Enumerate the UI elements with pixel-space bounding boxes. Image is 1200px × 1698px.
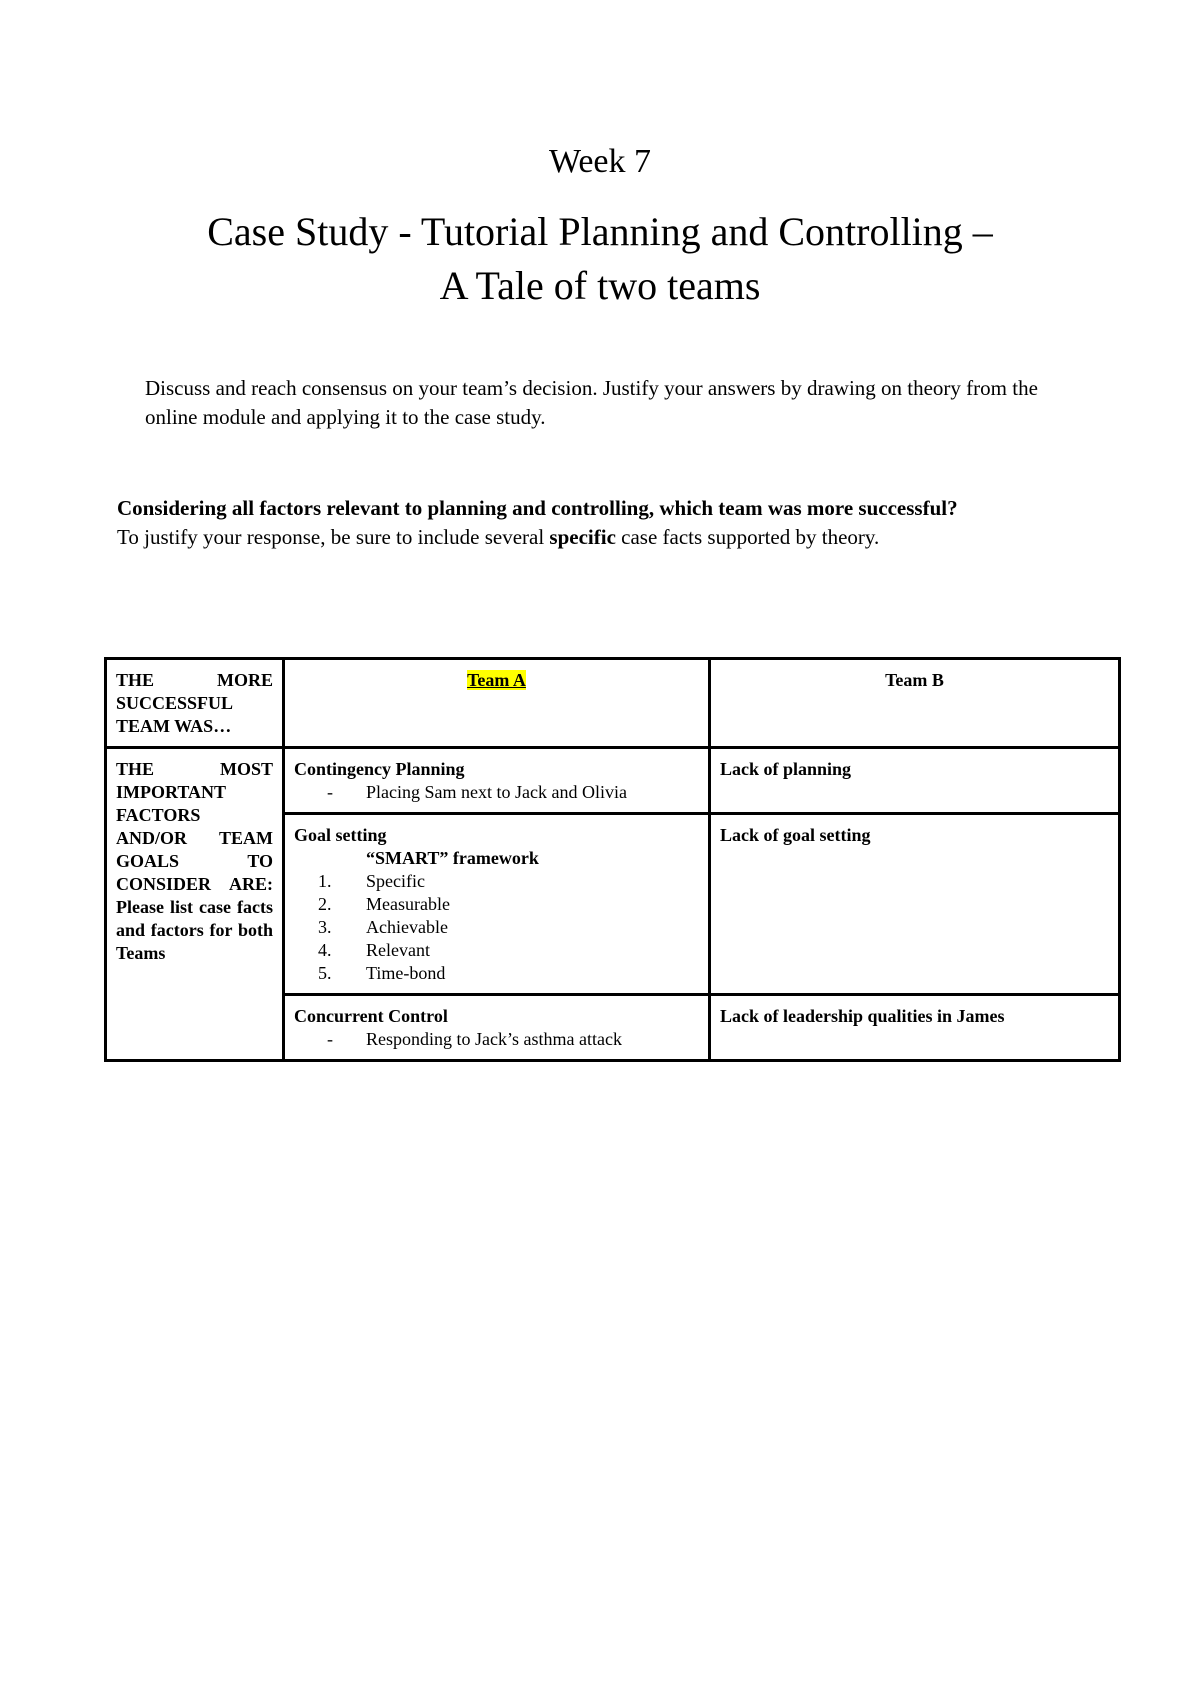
list-item-text: Responding to Jack’s asthma attack: [366, 1029, 622, 1049]
title-line-2: A Tale of two teams: [439, 263, 761, 308]
table-header-row: [106, 659, 1120, 748]
team-b-cell: [710, 748, 1120, 814]
factor-bullet-list: [294, 781, 699, 804]
team-a-cell: [284, 995, 710, 1061]
table-row: [106, 748, 1120, 814]
team-b-factor: Lack of leadership qualities in James: [720, 1006, 1005, 1026]
team-a-header-cell: [284, 659, 710, 748]
factor-heading: Goal setting: [294, 825, 387, 845]
list-item: [294, 962, 699, 985]
factor-heading: Contingency Planning: [294, 759, 465, 779]
team-a-cell: [284, 814, 710, 995]
intro-paragraph: Discuss and reach consensus on your team’s decision. Justify your answers by drawing on theory from the online module and applying it to the case study.: [145, 376, 1038, 429]
factor-heading: Concurrent Control: [294, 1006, 448, 1026]
dash-marker: -: [327, 1029, 333, 1049]
list-item: [294, 781, 699, 804]
team-b-factor: Lack of goal setting: [720, 825, 871, 845]
team-b-cell: [710, 814, 1120, 995]
factors-label-cell: [106, 748, 284, 1061]
list-number: 3.: [318, 917, 332, 937]
team-a-cell: [284, 748, 710, 814]
factors-label-instruction: Please list case facts and factors for both Teams: [116, 897, 273, 963]
team-comparison-table: [104, 657, 1121, 1062]
list-item-text: Time-bond: [366, 963, 446, 983]
more-successful-label: THE MORE SUCCESSFUL TEAM WAS…: [116, 670, 273, 736]
question-text: Considering all factors relevant to planning and controlling, which team was more successful?: [117, 496, 958, 520]
title-line-1: Case Study - Tutorial Planning and Controlling –: [207, 209, 993, 254]
week-label: Week 7: [548, 143, 652, 180]
list-item: [294, 939, 699, 962]
list-item: [294, 916, 699, 939]
list-number: 1.: [318, 871, 332, 891]
smart-framework-heading: “SMART” framework: [366, 848, 539, 868]
more-successful-label-cell: [106, 659, 284, 748]
list-item-text: Placing Sam next to Jack and Olivia: [366, 782, 627, 802]
justify-text-emphasis: specific: [549, 525, 616, 549]
dash-marker: -: [327, 782, 333, 802]
factors-label: [116, 758, 273, 965]
factors-label-bold: THE MOST IMPORTANT FACTORS AND/OR TEAM GOALS TO CONSIDER ARE:: [116, 759, 273, 894]
factor-bullet-list: [294, 1028, 699, 1051]
team-b-cell: [710, 995, 1120, 1061]
smart-list: [294, 870, 699, 985]
team-b-factor: Lack of planning: [720, 759, 852, 779]
list-number: 4.: [318, 940, 332, 960]
team-b-header-cell: [710, 659, 1120, 748]
question-block: [117, 494, 1117, 552]
list-number: 2.: [318, 894, 332, 914]
team-b-header: Team B: [885, 670, 944, 690]
list-item: [294, 893, 699, 916]
list-item: [294, 1028, 699, 1051]
list-item-text: Measurable: [366, 894, 450, 914]
justify-text-start: To justify your response, be sure to include several: [117, 525, 550, 549]
list-item-text: Specific: [366, 871, 425, 891]
list-item-text: Relevant: [366, 940, 430, 960]
page-title: [0, 205, 1200, 313]
list-item-text: Achievable: [366, 917, 448, 937]
list-number: 5.: [318, 963, 332, 983]
justify-text-end: case facts supported by theory.: [615, 525, 880, 549]
list-item: [294, 870, 699, 893]
team-a-header: Team A: [467, 670, 526, 690]
